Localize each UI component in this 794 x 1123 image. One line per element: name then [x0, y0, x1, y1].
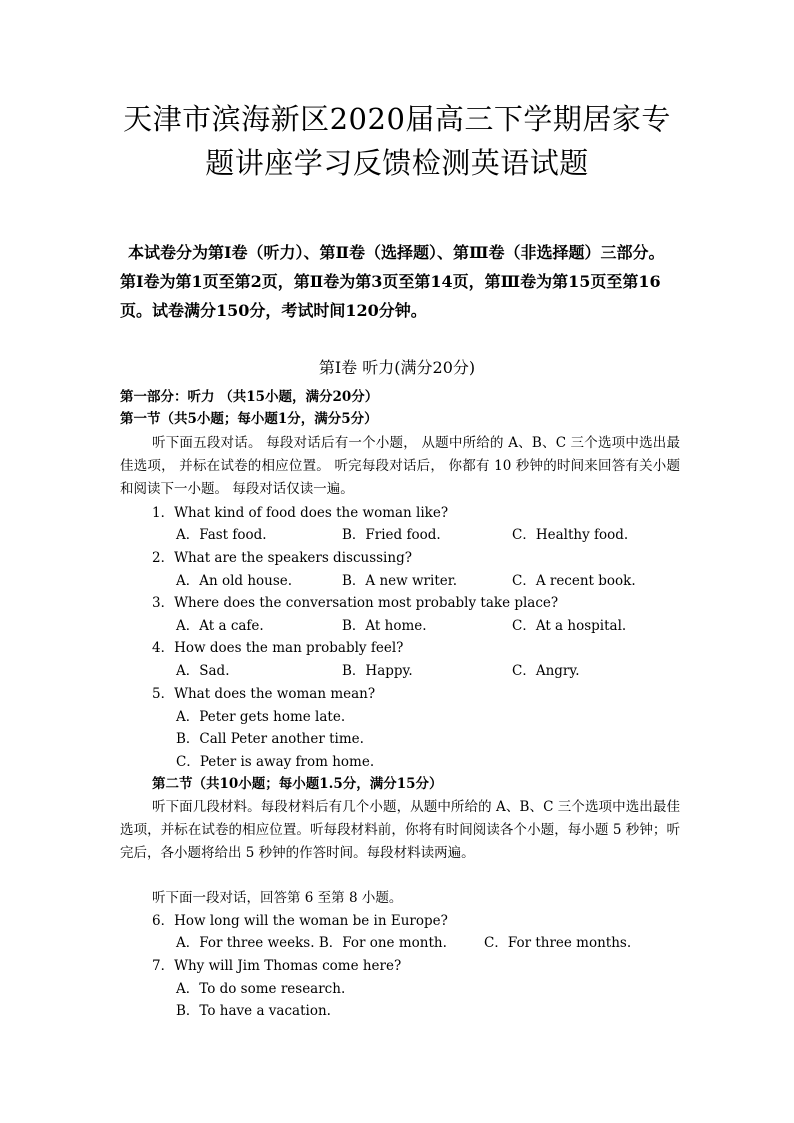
- subsection-2-instructions: 听下面几段材料。每段材料后有几个小题，从题中所给的 A、B、C 三个选项中选出最佳选项，并标在试卷的相应位置。听每段材料前，你将有时间阅读各个小题，每小题 5 秒钟；听完后，各小题将给出 5 秒钟的作答时间。每段材料读两遍。: [120, 799, 680, 861]
- document-title-line-1: 天津市滨海新区2020届高三下学期居家专: [123, 102, 671, 136]
- question-7-option-a: A．To do some research.: [176, 981, 346, 997]
- question-6-options-a-b: A．For three weeks. B．For one month.: [176, 935, 447, 951]
- question-3-option-a: A．At a cafe.: [176, 618, 264, 634]
- dialog-intro-6-8: 听下面一段对话，回答第 6 至第 8 小题。: [152, 890, 403, 906]
- subsection-1-instructions: 听下面五段对话。 每段对话后有一个小题， 从题中所给的 A、B、C 三个选项中选出最佳选项， 并标在试卷的相应位置。 听完每段对话后， 你都有 10 秒钟的时间来回答有关小题和阅读下一小题。 每段对话仅读一遍。: [120, 435, 680, 497]
- part-1-heading: 第Ⅰ卷 听力(满分20分): [318, 358, 476, 377]
- question-1-option-c: C．Healthy food.: [512, 527, 629, 543]
- question-1-option-b: B．Fried food.: [342, 527, 441, 543]
- question-7: 7．Why will Jim Thomas come here?: [152, 958, 402, 974]
- question-2-option-b: B．A new writer.: [342, 573, 457, 589]
- question-6: 6．How long will the woman be in Europe?: [152, 913, 448, 929]
- question-6-option-c: C．For three months.: [484, 935, 632, 951]
- question-4: 4．How does the man probably feel?: [152, 640, 404, 656]
- question-3-option-b: B．At home.: [342, 618, 427, 634]
- question-3: 3．Where does the conversation most probably take place?: [152, 595, 559, 611]
- question-3-option-c: C．At a hospital.: [512, 618, 627, 634]
- question-5-option-b: B．Call Peter another time.: [176, 731, 364, 747]
- question-2-option-c: C．A recent book.: [512, 573, 636, 589]
- question-2: 2．What are the speakers discussing?: [152, 550, 412, 566]
- question-1-option-a: A．Fast food.: [176, 527, 267, 543]
- question-4-option-a: A．Sad.: [176, 663, 230, 679]
- question-5: 5．What does the woman mean?: [152, 686, 376, 702]
- question-7-option-b: B．To have a vacation.: [176, 1003, 331, 1019]
- section-1-header: 第一部分：听力 （共15小题，满分20分）: [120, 389, 379, 405]
- subsection-2-heading: 第二节（共10小题；每小题1.5分，满分15分）: [152, 776, 443, 792]
- subsection-1-heading: 第一节（共5小题；每小题1分，满分5分）: [120, 411, 378, 427]
- question-4-option-b: B．Happy.: [342, 663, 413, 679]
- document-title-line-2: 题讲座学习反馈检测英语试题: [205, 146, 589, 180]
- exam-intro-paragraph: 本试卷分为第Ⅰ卷（听力）、第Ⅱ卷（选择题）、第Ⅲ卷（非选择题）三部分。第Ⅰ卷为第1页至第2页，第Ⅱ卷为第3页至第14页，第Ⅲ卷为第15页至第16页。试卷满分150分，考试时间120分钟。: [120, 243, 665, 320]
- question-4-option-c: C．Angry.: [512, 663, 580, 679]
- question-2-option-a: A．An old house.: [176, 573, 293, 589]
- question-5-option-c: C．Peter is away from home.: [176, 754, 375, 770]
- question-5-option-a: A．Peter gets home late.: [176, 709, 346, 725]
- question-1: 1．What kind of food does the woman like?: [152, 505, 449, 521]
